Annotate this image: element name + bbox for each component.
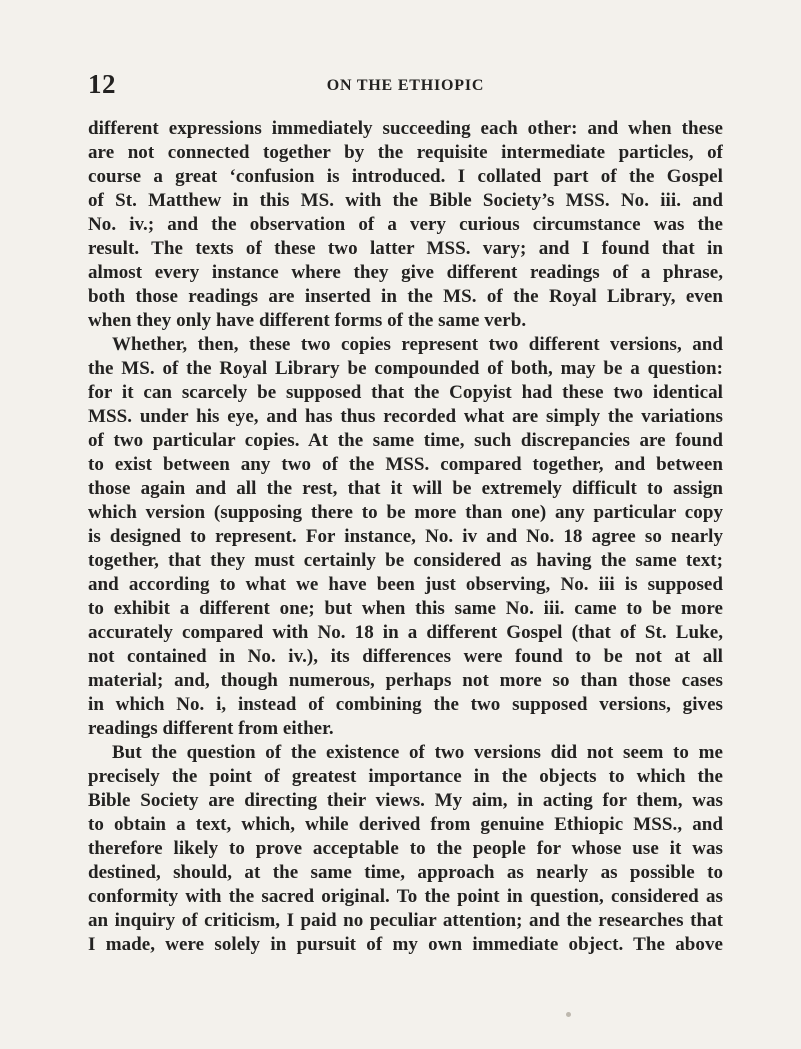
text-line: I made, were solely in pursuit of my own immediate object. The above — [88, 934, 723, 955]
text-line: different expressions immediately succeeding each other: and when these — [88, 118, 723, 139]
page-number: 12 — [88, 69, 116, 99]
text-line: result. The texts of these two latter MSS. vary; and I found that in — [88, 238, 723, 259]
body-text — [88, 117, 723, 957]
text-line: are not connected together by the requisite intermediate particles, of — [88, 142, 723, 163]
text-line: accurately compared with No. 18 in a different Gospel (that of St. Luke, — [88, 622, 723, 643]
text-line: in which No. i, instead of combining the two supposed versions, gives — [88, 694, 723, 715]
text-line: But the question of the existence of two versions did not seem to me — [112, 742, 723, 763]
text-line: destined, should, at the same time, approach as nearly as possible to — [88, 862, 723, 883]
text-line: No. iv.; and the observation of a very curious circumstance was the — [88, 214, 723, 235]
text-line: of two particular copies. At the same time, such discrepancies are found — [88, 430, 723, 451]
page-header — [88, 68, 723, 100]
text-line: both those readings are inserted in the MS. of the Royal Library, even — [88, 286, 723, 307]
text-line: together, that they must certainly be considered as having the same text; — [88, 550, 723, 571]
text-line: to exhibit a different one; but when this same No. iii. came to be more — [88, 598, 723, 619]
text-line: almost every instance where they give different readings of a phrase, — [88, 262, 723, 283]
text-line: the MS. of the Royal Library be compounded of both, may be a question: — [88, 358, 723, 379]
paper-spot — [566, 1012, 571, 1017]
text-line: and according to what we have been just observing, No. iii is supposed — [88, 574, 723, 595]
text-line: which version (supposing there to be more than one) any particular copy — [88, 502, 723, 523]
text-line: readings different from either. — [88, 718, 334, 739]
text-line: precisely the point of greatest importance in the objects to which the — [88, 766, 723, 787]
text-line: when they only have different forms of the same verb. — [88, 310, 527, 331]
text-line: conformity with the sacred original. To the point in question, considered as — [88, 886, 723, 907]
text-line: is designed to represent. For instance, No. iv and No. 18 agree so nearly — [88, 526, 723, 547]
text-line: therefore likely to prove acceptable to the people for whose use it was — [88, 838, 723, 859]
text-line: Whether, then, these two copies represent two different versions, and — [112, 334, 723, 355]
text-line: Bible Society are directing their views. My aim, in acting for them, was — [88, 790, 723, 811]
text-line: course a great ‘confusion is introduced. I collated part of the Gospel — [88, 166, 723, 187]
running-head: ON THE ETHIOPIC — [326, 77, 485, 94]
text-line: those again and all the rest, that it will be extremely difficult to assign — [88, 478, 723, 499]
text-line: of St. Matthew in this MS. with the Bible Society’s MSS. No. iii. and — [88, 190, 723, 211]
text-line: not contained in No. iv.), its differences were found to be not at all — [88, 646, 723, 667]
text-line: MSS. under his eye, and has thus recorded what are simply the variations — [88, 406, 723, 427]
text-line: to obtain a text, which, while derived from genuine Ethiopic MSS., and — [88, 814, 723, 835]
text-line: to exist between any two of the MSS. compared together, and between — [88, 454, 723, 475]
text-line: material; and, though numerous, perhaps not more so than those cases — [88, 670, 723, 691]
text-line: an inquiry of criticism, I paid no peculiar attention; and the researches that — [88, 910, 723, 931]
text-line: for it can scarcely be supposed that the Copyist had these two identical — [88, 382, 723, 403]
